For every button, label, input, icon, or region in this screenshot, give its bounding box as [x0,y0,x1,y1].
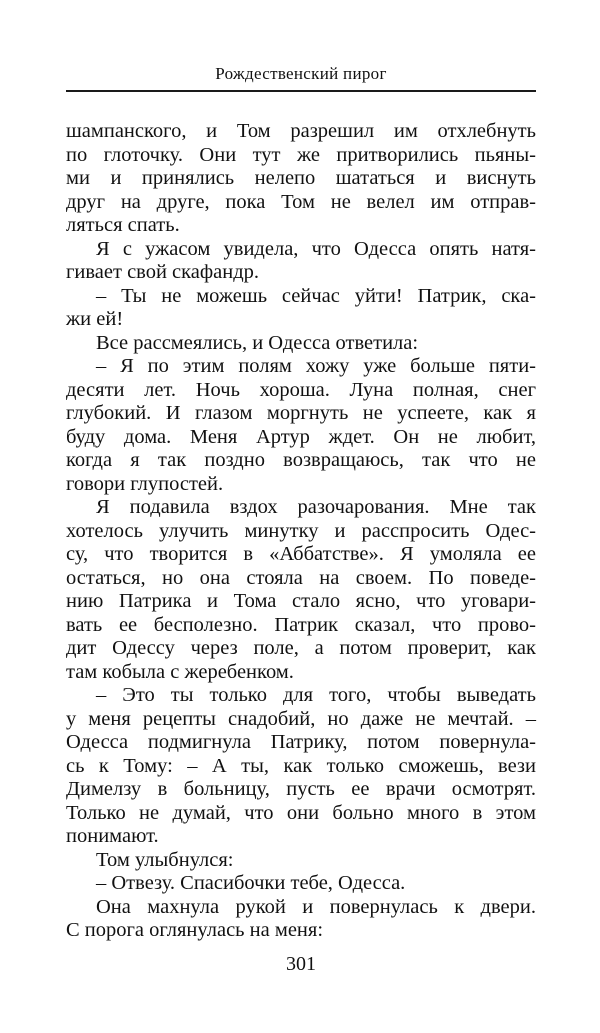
text-line: ми и принялись нелепо шататься и виснуть [66,167,536,189]
text-line: сь к Тому: – А ты, как только сможешь, вези [66,754,536,777]
text-line: там кобыла с жеребенком. [66,660,294,683]
text-line: нию Патрика и Тома стало ясно, что уговари- [66,590,536,612]
page-number: 301 [286,953,316,975]
text-line: говори глупостей. [66,472,224,495]
text-line: Все рассмеялись, и Одесса ответила: [96,331,419,354]
text-line: шампанского, и Том разрешил им отхлебнуть [66,120,536,142]
text-line: су, что творится в «Аббатстве». Я умоляла ее [66,543,536,565]
text-line: хотелось улучить минутку и расспросить Одес- [66,519,536,542]
text-line: глубокий. И глазом моргнуть не успеете, как я [66,402,536,424]
text-line: жи ей! [66,308,124,330]
text-line: по глоточку. Они тут же притворились пьяны- [66,143,536,166]
text-line: понимают. [66,825,159,847]
text-line: – Отвезу. Спасибочки тебе, Одесса. [96,872,406,894]
text-line: – Это ты только для того, чтобы выведать [96,684,536,706]
text-line: Я подавила вздох разочарования. Мне так [96,496,536,518]
text-line: друг на друге, пока Том не велел им отправ- [66,190,536,213]
text-line: когда я так поздно возвращаюсь, так что не [66,449,536,471]
text-line: у меня рецепты снадобий, но даже не мечтай. – [66,707,536,730]
running-head: Рождественский пирог [215,64,387,83]
text-line: гивает свой скафандр. [66,261,260,283]
text-line: – Я по этим полям хожу уже больше пяти- [96,355,536,377]
text-line: Одесса подмигнула Патрику, потом повернула- [66,731,536,753]
text-line: Она махнула рукой и повернулась к двери. [96,895,536,918]
text-line: остаться, но она стояла на своем. По поведе- [66,566,536,589]
text-line: Димелзу в больницу, пусть ее врачи осмотрят. [66,778,536,800]
text-line: Я с ужасом увидела, что Одесса опять натя- [96,237,536,260]
text-line: Только не думай, что они больно много в этом [66,801,536,824]
text-line: Том улыбнулся: [96,848,234,871]
text-line: С порога оглянулась на меня: [66,919,324,941]
text-line: дит Одессу через поле, а потом проверит, как [66,637,536,659]
header-rule [66,90,536,92]
body-text [66,120,536,943]
text-line: вать ее бесполезно. Патрик сказал, что прово- [66,613,536,636]
text-line: ляться спать. [66,214,180,236]
text-line: десяти лет. Ночь хороша. Луна полная, снег [66,378,536,401]
text-line: буду дома. Меня Артур ждет. Он не любит, [66,425,536,448]
text-line: – Ты не можешь сейчас уйти! Патрик, ска- [96,284,536,307]
